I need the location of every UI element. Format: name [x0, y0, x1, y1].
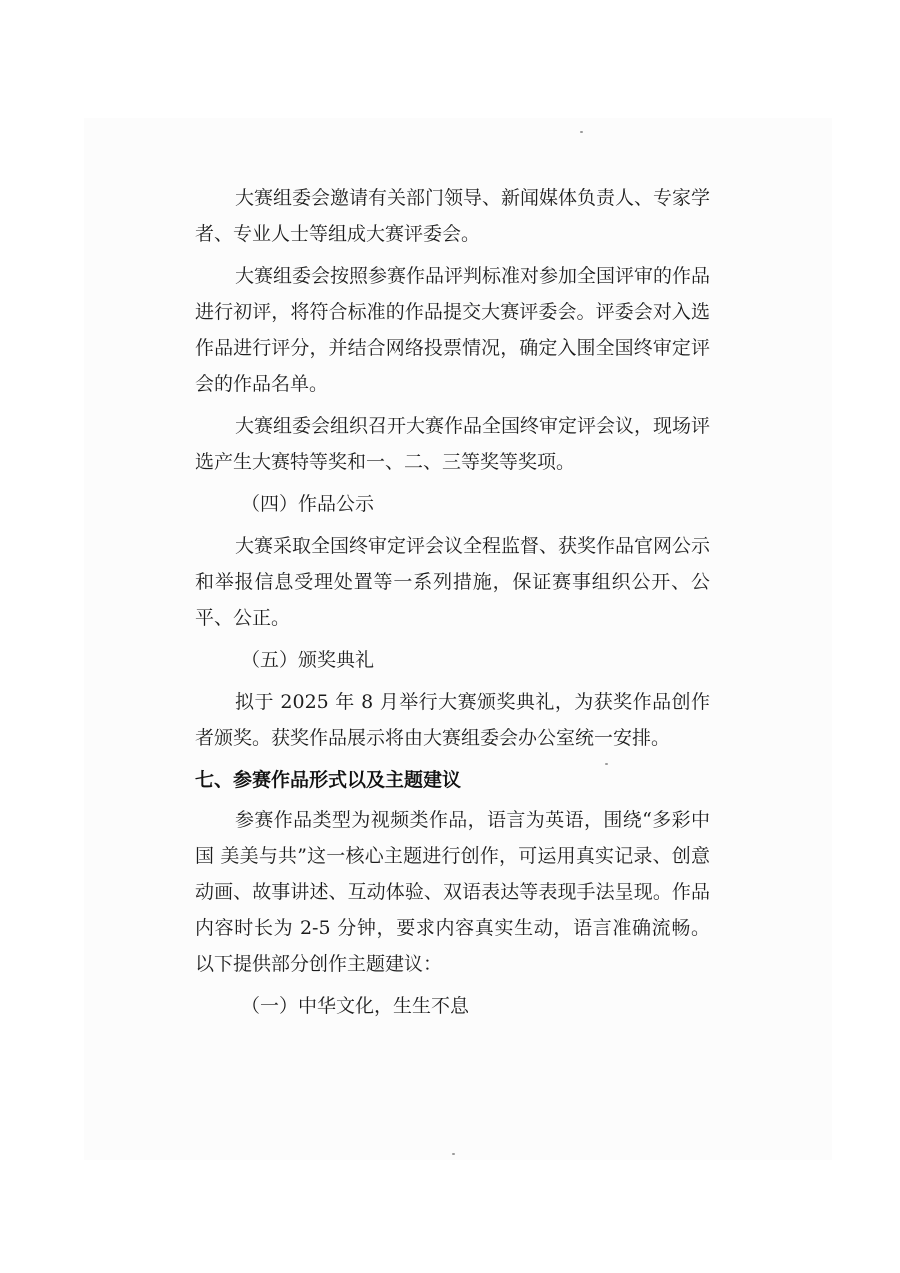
section-heading-seven: 七、参赛作品形式以及主题建议: [195, 769, 462, 791]
scan-speck: [580, 131, 583, 133]
subheading-publicity: （四）作品公示: [241, 493, 375, 515]
paragraph-judges: 大赛组委会邀请有关部门领导、新闻媒体负责人、专家学者、专业人士等组成大赛评委会。: [195, 187, 711, 245]
paragraph-final-review: 大赛组委会组织召开大赛作品全国终审定评会议，现场评选产生大赛特等奖和一、二、三等奖等奖项。: [195, 415, 711, 473]
paragraph-publicity: 大赛采取全国终审定评会议全程监督、获奖作品官网公示和举报信息受理处置等一系列措施，保证赛事组织公开、公平、公正。: [195, 535, 711, 629]
scan-speck: [452, 1153, 455, 1155]
document-body: [195, 180, 710, 1030]
paragraph-preliminary-review: 大赛组委会按照参赛作品评判标准对参加全国评审的作品进行初评，将符合标准的作品提交大赛评委会。评委会对入选作品进行评分，并结合网络投票情况，确定入围全国终审定评会的作品名单。: [195, 265, 711, 395]
paragraph-entry-format: 参赛作品类型为视频类作品，语言为英语，围绕“多彩中国 美美与共”这一核心主题进行创作，可运用真实记录、创意动画、故事讲述、互动体验、双语表达等表现手法呈现。作品内容时长为 2-5 分钟，要求内容真实生动，语言准确流畅。以下提供部分创作主题建议：: [195, 809, 710, 975]
subheading-ceremony: （五）颁奖典礼: [241, 649, 375, 671]
paragraph-ceremony: 拟于 2025 年 8 月举行大赛颁奖典礼，为获奖作品创作者颁奖。获奖作品展示将由大赛组委会办公室统一安排。: [195, 691, 710, 749]
subheading-culture: （一）中华文化，生生不息: [241, 995, 470, 1017]
